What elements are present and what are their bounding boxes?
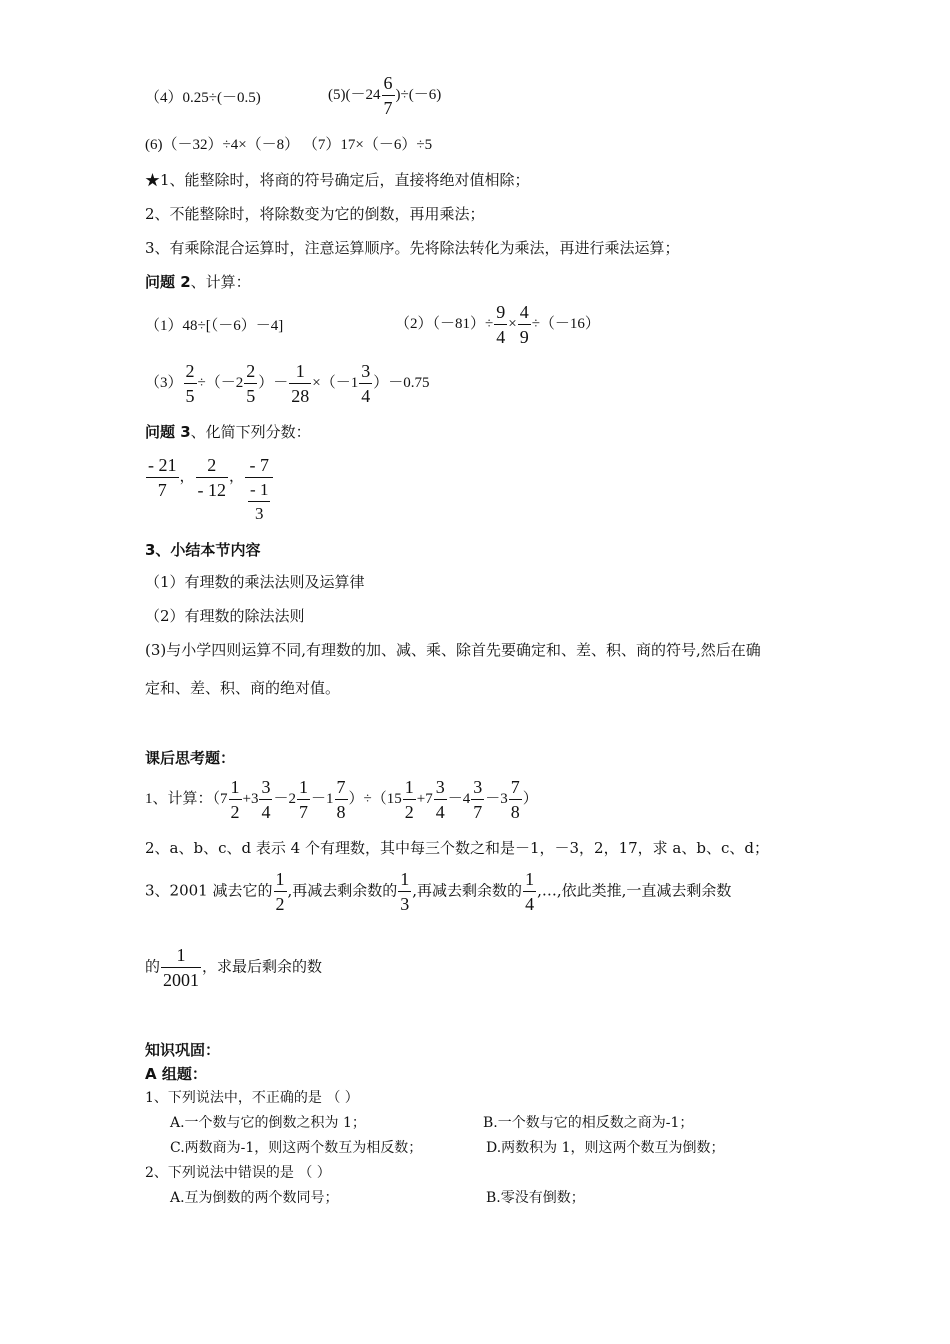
fraction-denominator: 7 <box>299 802 308 822</box>
fraction <box>289 362 311 405</box>
fraction <box>335 778 348 821</box>
group-a-title: A 组题： <box>145 1065 207 1083</box>
fraction-numerator: - 1 <box>248 481 270 502</box>
part-2-post: ÷（－16） <box>531 315 600 332</box>
fraction-numerator: 2 <box>184 362 197 384</box>
fraction-numerator: 7 <box>335 778 348 800</box>
t1-text: 1、计算：（7 <box>145 790 228 807</box>
fraction <box>403 778 416 821</box>
consolidate-title: 知识巩固： <box>145 1041 221 1059</box>
thinking-question-2: 2、a、b、c、d 表示 4 个有理数，其中每三个数之和是－1，－3，2，17，求 a、b、c、d； <box>145 839 769 857</box>
fraction-numerator: 1 <box>398 870 411 892</box>
summary-item-3-cont: 定和、差、积、商的绝对值。 <box>145 679 341 697</box>
fraction <box>297 778 310 821</box>
fraction-denominator: 5 <box>246 386 256 406</box>
thinking-question-3-cont <box>145 946 322 989</box>
fraction-denominator: 8 <box>510 802 520 822</box>
fraction-denominator: 2 <box>404 802 414 822</box>
separator: ， <box>179 468 195 485</box>
fraction-numerator: 1 <box>403 778 416 800</box>
fraction <box>382 74 395 117</box>
fraction-numerator: 6 <box>382 74 395 96</box>
fraction-numerator: 1 <box>274 870 287 892</box>
rule-3: 3、有乘除混合运算时，注意运算顺序。先将除法转化为乘法，再进行乘法运算； <box>145 239 680 257</box>
mc-question-2: 2、下列说法中错误的是 （ ） <box>145 1165 331 1181</box>
exercise-6-7: (6)（－32）÷4×（－8） （7）17×（－6）÷5 <box>145 137 433 153</box>
inner-fraction <box>248 481 270 522</box>
fraction-numerator: - 7 <box>245 456 273 478</box>
exercise-5-post: )÷(－6) <box>395 86 442 103</box>
question-2-part-2 <box>395 303 600 346</box>
thinking-title: 课后思考题： <box>145 749 236 767</box>
question-2-heading <box>145 272 251 292</box>
t1-text: －3 <box>485 790 508 807</box>
fraction-denominator: 4 <box>261 802 271 822</box>
fraction <box>196 456 229 499</box>
fraction <box>434 778 447 821</box>
fraction-denominator: - 12 <box>197 480 227 500</box>
exercise-5 <box>328 74 441 117</box>
fraction-numerator: 3 <box>471 778 484 800</box>
t3-text: 的 <box>145 957 161 976</box>
t1-text: －2 <box>273 790 296 807</box>
times-sign: × <box>508 315 517 332</box>
fraction <box>398 870 411 913</box>
mc-q2-option-b: B.零没有倒数； <box>486 1190 585 1206</box>
question-3-heading <box>145 422 311 442</box>
fraction-denominator: 4 <box>361 386 371 406</box>
summary-item-2: （2）有理数的除法法则 <box>145 607 305 625</box>
fraction <box>471 778 484 821</box>
fraction-numerator: 7 <box>509 778 522 800</box>
t1-text: +3 <box>242 790 259 807</box>
fraction <box>494 303 507 346</box>
t1-text: ） <box>522 790 538 807</box>
fraction-denominator <box>245 478 273 522</box>
summary-title: 3、小结本节内容 <box>145 541 261 559</box>
mc-q1-option-d: D.两数积为 1，则这两个数互为倒数； <box>486 1140 725 1156</box>
exercise-4-text: （4）0.25÷(－0.5) <box>145 90 261 106</box>
fraction <box>523 870 536 913</box>
fraction-numerator: 1 <box>289 362 311 384</box>
mc-question-1: 1、下列说法中，不正确的是 （ ） <box>145 1090 359 1106</box>
thinking-question-3 <box>145 870 731 913</box>
fraction-denominator: 2001 <box>163 970 200 990</box>
part-3-text: ）－0.75 <box>373 374 430 391</box>
question-3-fractions <box>145 456 274 522</box>
fraction-numerator: 3 <box>259 778 272 800</box>
fraction-numerator: 2 <box>196 456 229 478</box>
fraction-numerator: 9 <box>494 303 507 325</box>
part-3-text: ）－ <box>258 374 289 391</box>
fraction-denominator: 2 <box>275 894 285 914</box>
separator: ， <box>229 468 245 485</box>
fraction-denominator: 2 <box>230 802 240 822</box>
fraction <box>259 778 272 821</box>
fraction-denominator: 4 <box>525 894 535 914</box>
fraction-numerator: 2 <box>244 362 257 384</box>
fraction-denominator: 4 <box>496 327 506 347</box>
fraction <box>184 362 197 405</box>
summary-item-3: (3)与小学四则运算不同,有理数的加、减、乘、除首先要确定和、差、积、商的符号,然后在确 <box>145 641 761 659</box>
part-3-text: ×（－1 <box>312 374 359 391</box>
fraction-numerator: 1 <box>229 778 242 800</box>
t1-text: －4 <box>447 790 471 807</box>
fraction <box>274 870 287 913</box>
fraction-denominator: 28 <box>291 386 310 406</box>
fraction-denominator: 8 <box>336 802 346 822</box>
part-3-pre: （3） <box>145 374 183 391</box>
fraction-numerator: 1 <box>523 870 536 892</box>
fraction <box>229 778 242 821</box>
fraction-denominator: 4 <box>435 802 445 822</box>
summary-item-1: （1）有理数的乘法法则及运算律 <box>145 573 365 591</box>
exercise-5-pre: (5)(－24 <box>328 86 381 103</box>
fraction <box>146 456 179 499</box>
fraction-numerator: 1 <box>297 778 310 800</box>
mc-q1-option-b: B.一个数与它的相反数之商为-1； <box>483 1115 694 1131</box>
part-3-text: ÷（－2 <box>197 374 244 391</box>
thinking-question-1 <box>145 778 538 821</box>
fraction-denominator: 3 <box>400 894 410 914</box>
fraction-denominator: 3 <box>254 504 264 523</box>
complex-fraction <box>245 456 273 522</box>
fraction <box>509 778 522 821</box>
fraction-numerator: 1 <box>161 946 201 968</box>
fraction-numerator: - 21 <box>146 456 179 478</box>
exercise-4 <box>145 88 261 108</box>
question-3-title: 问题 3 <box>145 423 191 441</box>
t1-text: ）÷（15 <box>348 790 402 807</box>
t3-text: ,再减去剩余数的 <box>412 881 523 900</box>
t3-text: 3、2001 减去它的 <box>145 881 273 900</box>
mc-q2-option-a: A.互为倒数的两个数同号； <box>170 1190 339 1206</box>
fraction-denominator: 9 <box>519 327 529 347</box>
question-2-title: 问题 2 <box>145 273 191 291</box>
t1-text: －1 <box>311 790 334 807</box>
fraction <box>244 362 257 405</box>
t1-text: +7 <box>416 790 433 807</box>
fraction-denominator: 7 <box>473 802 483 822</box>
t3-text: ,再减去剩余数的 <box>287 881 398 900</box>
rule-1: ★1、能整除时，将商的符号确定后，直接将绝对值相除； <box>145 171 530 189</box>
fraction-denominator: 7 <box>383 98 393 118</box>
mc-q1-option-a: A.一个数与它的倒数之积为 1； <box>170 1115 366 1131</box>
fraction <box>161 946 201 989</box>
question-2-part-3 <box>145 362 430 405</box>
fraction-numerator: 3 <box>359 362 372 384</box>
question-2-rest: 、计算： <box>190 273 251 291</box>
rule-2: 2、不能整除时，将除数变为它的倒数，再用乘法； <box>145 205 485 223</box>
question-2-part-1: （1）48÷[（－6）－4] <box>145 318 284 334</box>
t3-text: ，求最后剩余的数 <box>202 957 323 976</box>
fraction-denominator: 7 <box>157 480 167 500</box>
fraction <box>359 362 372 405</box>
question-3-rest: 、化简下列分数： <box>190 423 311 441</box>
fraction-denominator: 5 <box>185 386 195 406</box>
fraction-numerator: 3 <box>434 778 447 800</box>
part-2-pre: （2）（－81）÷ <box>395 315 494 332</box>
fraction-numerator: 4 <box>518 303 531 325</box>
t3-text: ,…,依此类推,一直减去剩余数 <box>537 881 732 900</box>
fraction <box>518 303 531 346</box>
mc-q1-option-c: C.两数商为-1，则这两个数互为相反数； <box>170 1140 423 1156</box>
